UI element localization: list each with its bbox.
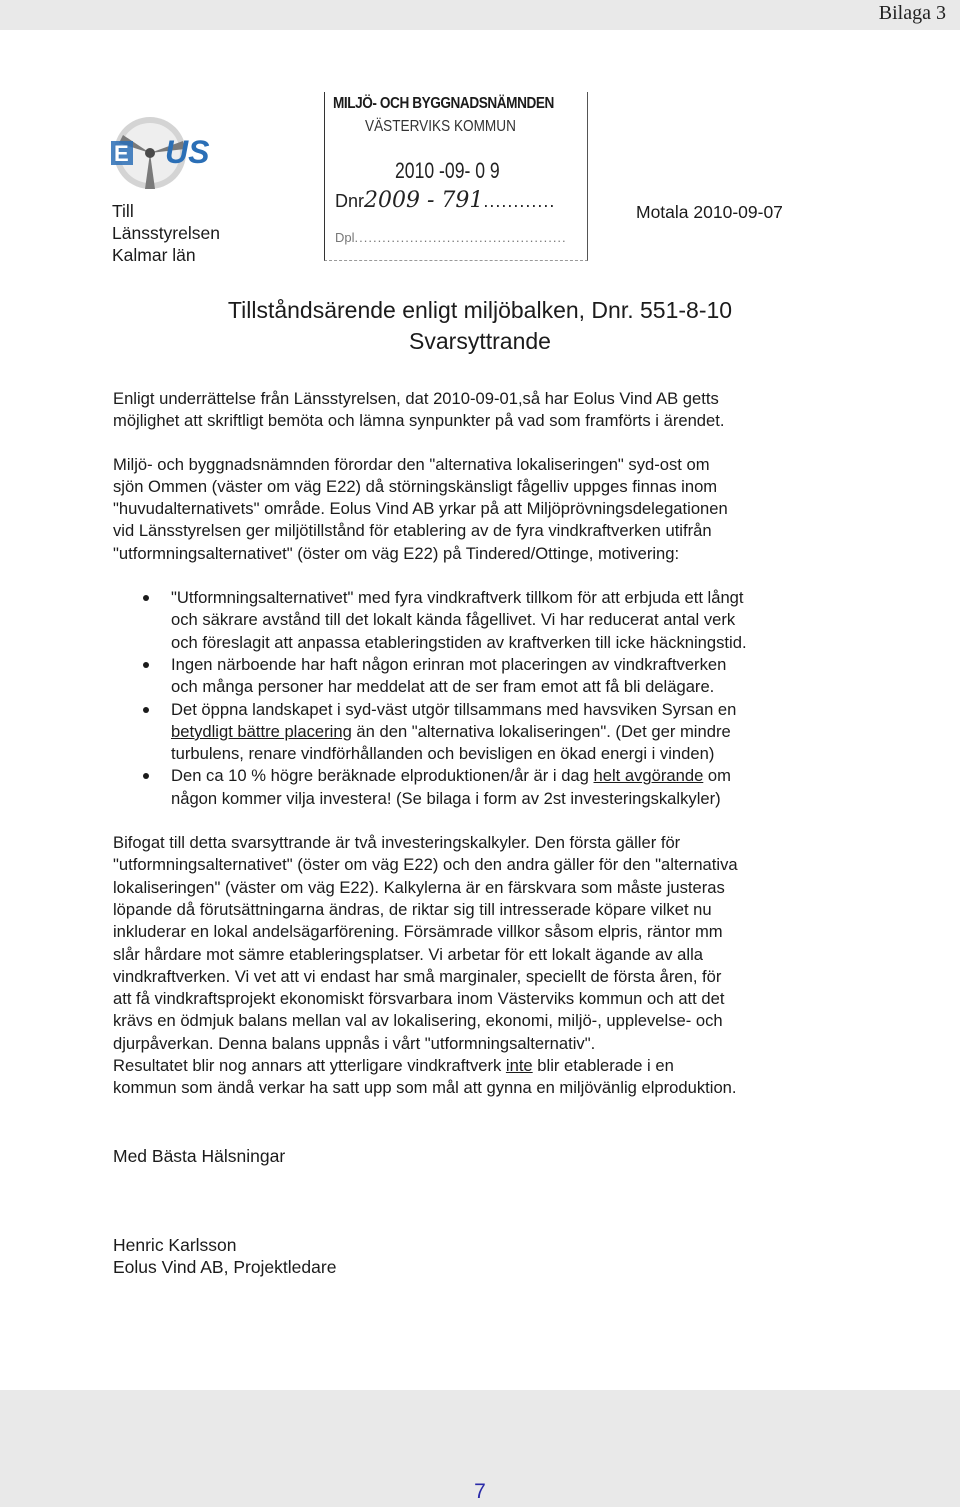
stamp-dnr bbox=[335, 188, 555, 213]
document-title bbox=[0, 295, 960, 357]
stamp-dnr-label: Dnr bbox=[335, 191, 365, 211]
text-line: vindkraftverken. Vi vet att vi endast har små marginaler, speciellt de första åren, för bbox=[113, 966, 722, 986]
recipient-line: Länsstyrelsen bbox=[112, 223, 220, 243]
received-stamp bbox=[324, 92, 588, 261]
signature-block bbox=[113, 1234, 336, 1278]
text-line: Det öppna landskapet i syd-väst utgör tillsammans med havsviken Syrsan en bbox=[171, 699, 737, 719]
stamp-authority: MILJÖ- OCH BYGGNADSNÄMNDEN bbox=[333, 95, 554, 112]
text-line: Miljö- och byggnadsnämnden förordar den "alternativa lokaliseringen" syd-ost om bbox=[113, 454, 710, 474]
underlined-text: betydligt bättre placering bbox=[171, 721, 352, 741]
text-fragment: Resultatet blir nog annars att ytterligare vindkraftverk bbox=[113, 1056, 506, 1076]
svg-text:E: E bbox=[114, 141, 129, 166]
text-line: att få vindkraftsprojekt ekonomiskt försvarbara inom Västerviks kommun och att det bbox=[113, 989, 725, 1009]
text-line bbox=[171, 766, 731, 785]
stamp-dpl bbox=[335, 230, 567, 245]
text-line: och föreslagit att anpassa etableringstiden av kraftverken till icke häckningstid. bbox=[171, 632, 747, 652]
list-item bbox=[113, 587, 848, 654]
text-line: "huvudalternativets" område. Eolus Vind AB yrkar på att Miljöprövningsdelegationen bbox=[113, 499, 728, 519]
eolus-logo bbox=[105, 113, 255, 193]
stamp-municipality: VÄSTERVIKS KOMMUN bbox=[365, 118, 516, 135]
text-line: och säkrare avstånd till det lokalt kända fågellivet. Vi har reducerat antal verk bbox=[171, 610, 736, 630]
list-item bbox=[113, 699, 848, 766]
stamp-dnr-dots: ............ bbox=[483, 191, 556, 211]
list-item bbox=[113, 765, 848, 810]
text-line: turbulens, renare vindförhållanden och bevisligen en ökad energi i vinden) bbox=[171, 744, 715, 764]
text-line: "Utformningsalternativet" med fyra vindkraftverk tillkom för att erbjuda ett långt bbox=[171, 588, 744, 608]
text-line: löpande då förutsättningarna ändras, de riktar sig till intresserade köpare vilket nu bbox=[113, 899, 712, 919]
text-line: möjlighet att skriftligt bemöta och lämna synpunkter på vad som framförts i ärendet. bbox=[113, 411, 725, 431]
text-line: lokaliseringen" (väster om väg E22). Kalkylerna är en färskvara som måste justeras bbox=[113, 877, 725, 897]
text-line: någon kommer vilja investera! (Se bilaga i form av 2st investeringskalkyler) bbox=[171, 788, 721, 808]
underlined-text: helt avgörande bbox=[593, 766, 704, 786]
title-line-1: Tillståndsärende enligt miljöbalken, Dnr. 551-8-10 bbox=[227, 297, 733, 323]
list-item bbox=[113, 654, 848, 699]
text-fragment: än den "alternativa lokaliseringen". (Det ger mindre bbox=[351, 721, 731, 741]
recipient-line: Till bbox=[112, 201, 134, 221]
stamp-dpl-label: Dpl bbox=[335, 230, 355, 245]
paragraph-2 bbox=[113, 454, 848, 565]
text-fragment: Den ca 10 % högre beräknade elproduktionen/år är i dag bbox=[171, 766, 594, 786]
text-line: kommun som ändå verkar ha satt upp som mål att gynna en miljövänlig elproduktion. bbox=[113, 1078, 737, 1098]
title-line-2: Svarsyttrande bbox=[409, 328, 551, 354]
recipient-line: Kalmar län bbox=[112, 245, 196, 265]
text-fragment: om bbox=[703, 766, 731, 786]
svg-text:US: US bbox=[165, 134, 210, 170]
stamp-dnr-value: 2009 - 791 bbox=[364, 188, 484, 213]
text-line bbox=[171, 722, 731, 741]
letter-body bbox=[113, 388, 848, 1100]
paragraph-1 bbox=[113, 388, 848, 433]
text-line: Ingen närboende har haft någon erinran mot placeringen av vindkraftverken bbox=[171, 654, 727, 674]
place-date: Motala 2010-09-07 bbox=[636, 202, 783, 222]
page-number: 7 bbox=[474, 1480, 486, 1503]
text-line: krävs en ödmjuk balans mellan val av lokalisering, ekonomi, miljö-, upplevelse- och bbox=[113, 1011, 723, 1031]
text-line: djurpåverkan. Denna balans uppnås i vårt "utformningsalternativ". bbox=[113, 1033, 596, 1053]
motivation-list bbox=[113, 587, 848, 810]
text-line: slår hårdare mot sämre etableringsplatser. Vi arbetar för ett lokalt ägande av alla bbox=[113, 944, 704, 964]
text-line: inkluderar en lokal andelsägarförening. Försämrade villkor såsom elpris, räntor mm bbox=[113, 922, 723, 942]
stamp-dpl-dots: .............................................. bbox=[354, 230, 567, 245]
text-line: Enligt underrättelse från Länsstyrelsen, dat 2010-09-01,så har Eolus Vind AB getts bbox=[113, 389, 719, 408]
signer-title: Eolus Vind AB, Projektledare bbox=[113, 1257, 337, 1277]
text-line: Bifogat till detta svarsyttrande är två investeringskalkyler. Den första gäller för bbox=[113, 833, 681, 853]
underlined-text: inte bbox=[505, 1056, 533, 1076]
text-line: "utformningsalternativet" (öster om väg E22) på Tindered/Ottinge, motivering: bbox=[113, 543, 680, 563]
text-line: sjön Ommen (väster om väg E22) då störningskänsligt fågelliv uppges finnas inom bbox=[113, 476, 718, 496]
text-line: "utformningsalternativet" (öster om väg E22) och den andra gäller för den "alternativa bbox=[113, 855, 738, 875]
paragraph-3 bbox=[113, 832, 848, 1100]
signer-name: Henric Karlsson bbox=[113, 1235, 237, 1255]
text-line bbox=[113, 1056, 674, 1075]
closing-greeting: Med Bästa Hälsningar bbox=[113, 1146, 286, 1166]
eolus-logo-icon bbox=[105, 113, 255, 193]
bilaga-label: Bilaga 3 bbox=[878, 2, 946, 24]
stamp-date: 2010 -09- 0 9 bbox=[395, 158, 500, 183]
recipient-address bbox=[112, 200, 220, 266]
text-fragment: blir etablerade i en bbox=[532, 1056, 674, 1076]
text-line: vid Länsstyrelsen ger miljötillstånd för etablering av de fyra vindkraftverken utifrån bbox=[113, 521, 712, 541]
text-line: och många personer har meddelat att de ser fram emot att få bli delägare. bbox=[171, 677, 715, 697]
